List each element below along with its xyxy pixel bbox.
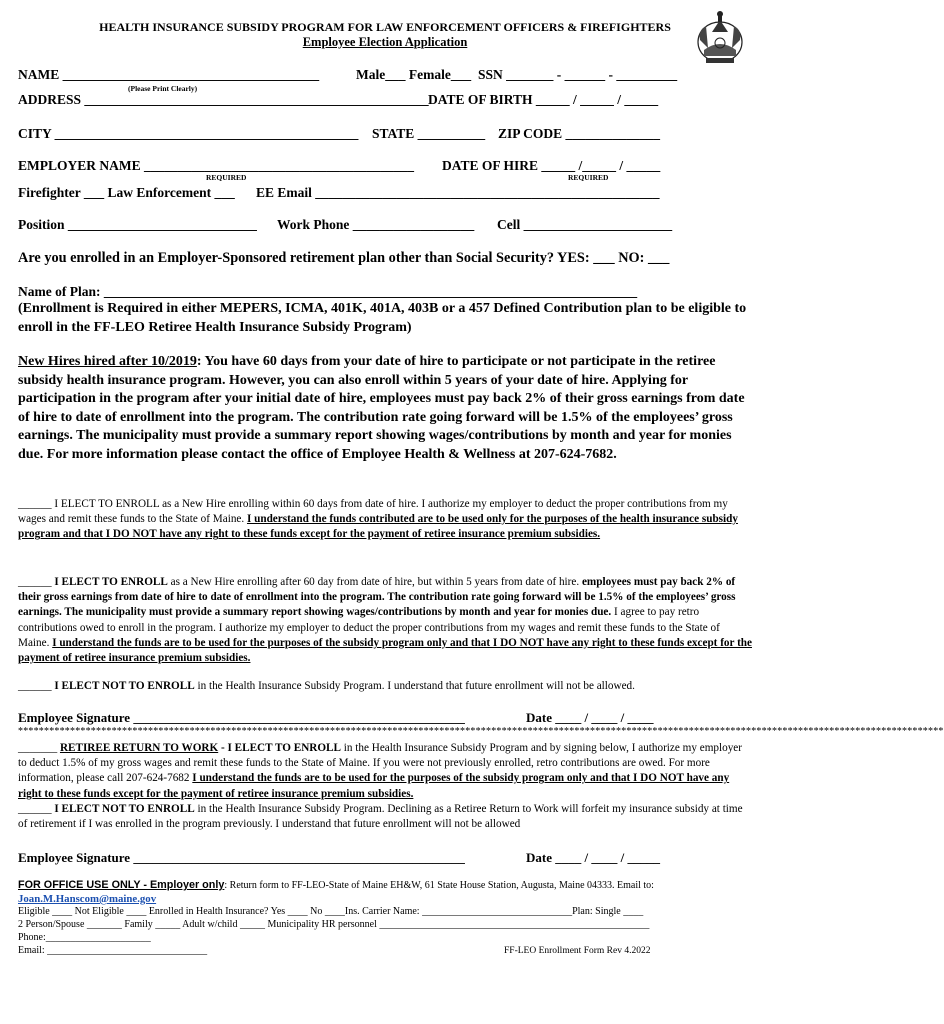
office-use-heading: FOR OFFICE USE ONLY - Employer only	[18, 879, 225, 891]
enrollment-requirement-note: (Enrollment is Required in either MEPERS, ICMA, 401K, 401A, 403B or a 457 Defined Contribution plan to be eligible to enroll in the FF-LEO Retiree Health Insurance Subsidy Program)	[18, 301, 747, 335]
signature-date-field-2[interactable]: Date ____ / ____ / _____	[526, 850, 660, 865]
option-elect-enroll-after-60-days[interactable]: ______ I ELECT TO ENROLL as a New Hire enrolling after 60 day from date of hire, but within 5 years from date of hire. employees must pay back 2% of their gross earnings from date of hire to date of enrollment into the program. The contribution rate going forward will be 1.5% of the employees’ gross earnings. The municipality must provide a summary report showing wages/contributions by month and year for monies due. I agree to pay retro contributions owed to enroll in the program. I authorize my employer to deduct the proper contributions from my wages and remit these funds to the State of Maine. I understand the funds are to be used for the purposes of the subsidy program only and that I DO NOT have any right to these funds except for the payment of retiree insurance premium subsidies.	[18, 576, 752, 665]
state-field[interactable]: STATE __________	[372, 126, 486, 141]
employer-name-field[interactable]: EMPLOYER NAME ________________________________________	[18, 158, 414, 173]
office-email-field[interactable]: Email: ________________________________	[18, 945, 208, 956]
employee-signature-field-1[interactable]: Employee Signature ___________________________________________________	[18, 710, 465, 725]
office-email-link[interactable]: Joan.M.Hanscom@maine.gov	[18, 893, 157, 905]
state-of-maine-seal-icon	[694, 10, 746, 66]
sex-field[interactable]: Male___ Female___	[356, 67, 472, 82]
date-of-birth-field[interactable]: DATE OF BIRTH _____ / _____ / _____	[428, 92, 659, 107]
option-elect-enroll-within-60-days[interactable]: ______ I ELECT TO ENROLL as a New Hire enrolling within 60 days from date of hire. I authorize my employer to deduct the proper contributions from my wages and remit these funds to the State of Maine. I understand the funds contributed are to be used only for the purposes of the health insurance subsidy program and that I DO NOT have any right to these funds except for the payment of retiree insurance premium subsidies.	[18, 498, 738, 541]
section-separator: **********************************************************************************************************************************************************************************	[18, 726, 944, 737]
zip-code-field[interactable]: ZIP CODE ______________	[498, 126, 661, 141]
required-note-hire: REQUIRED	[568, 173, 609, 182]
option-elect-not-to-enroll[interactable]: ______ I ELECT NOT TO ENROLL in the Health Insurance Subsidy Program. I understand that future enrollment will not be allowed.	[18, 680, 635, 692]
ssn-field[interactable]: SSN _______ - ______ - _________	[478, 67, 678, 82]
new-hires-heading: New Hires hired after 10/2019	[18, 354, 197, 369]
retirement-plan-question[interactable]: Are you enrolled in an Employer-Sponsored retirement plan other than Social Security? YES: ___ NO: ___	[18, 250, 670, 266]
retiree-heading: RETIREE RETURN TO WORK	[59, 742, 219, 754]
required-note-employer: REQUIRED	[206, 173, 247, 182]
plan-name-field[interactable]: Name of Plan: _______________________________________________________________________________	[18, 284, 638, 299]
office-use-section: FOR OFFICE USE ONLY - Employer only: Return form to FF-LEO-State of Maine EH&W, 61 State House Station, Augusta, Maine 04333. Email to:	[18, 879, 654, 891]
form-revision: FF-LEO Enrollment Form Rev 4.2022	[504, 946, 651, 956]
new-hires-paragraph: New Hires hired after 10/2019: You have 60 days from your date of hire to participate or not participate in the retiree subsidy health insurance program. However, you can also enroll within 5 years of your date of hire. Applying for participation in the program after your initial date of hire, employees must pay back 2% of their gross earnings from date of hire to date of enrollment into the program. The contribution rate going forward will be 1.5% of the employees’ gross earnings. The municipality must provide a summary report showing wages/contributions by month and year for monies due. For more information please contact the office of Employee Health & Wellness at 207-624-7682.	[18, 354, 745, 462]
cell-phone-field[interactable]: Cell ______________________	[497, 217, 673, 232]
position-field[interactable]: Position ____________________________	[18, 217, 257, 232]
employee-email-field[interactable]: EE Email ___________________________________________________	[256, 185, 660, 200]
date-of-hire-field[interactable]: DATE OF HIRE _____ /_____ / _____	[442, 158, 661, 173]
print-clearly-note: (Please Print Clearly)	[128, 84, 198, 93]
form-subtitle: Employee Election Application	[302, 35, 468, 49]
eligibility-line[interactable]: Eligible ____ Not Eligible ____ Enrolled in Health Insurance? Yes ____ No ____Ins. Carrier Name: ______________________________Plan: Single ____	[18, 906, 644, 917]
role-checkboxes[interactable]: Firefighter ___ Law Enforcement ___	[18, 185, 235, 200]
city-field[interactable]: CITY _____________________________________________	[18, 126, 359, 141]
form-title: HEALTH INSURANCE SUBSIDY PROGRAM FOR LAW ENFORCEMENT OFFICERS & FIREFIGHTERS	[99, 20, 671, 34]
address-field[interactable]: ADDRESS ___________________________________________________	[18, 92, 429, 107]
name-field[interactable]: NAME ______________________________________	[18, 67, 320, 82]
office-phone-field[interactable]: Phone:_____________________	[18, 932, 151, 943]
retiree-return-to-work-option[interactable]: _______ RETIREE RETURN TO WORK - I ELECT TO ENROLL in the Health Insurance Subsidy Program and by signing below, I authorize my employer to deduct 1.5% of my gross wages and remit these funds to the State of Maine. If you were not previously enrolled, retro contributions are owed. For more information, please call 207-624-7682 I understand the funds are to be used for the purposes of the subsidy program only and that I DO NOT have any right to these funds except for the payment of retiree insurance premium subsidies.	[18, 742, 742, 800]
work-phone-field[interactable]: Work Phone __________________	[277, 217, 475, 232]
coverage-line[interactable]: 2 Person/Spouse _______ Family _____ Adult w/child _____ Municipality HR personnel ______________________________________________________	[18, 919, 650, 930]
employee-signature-field-2[interactable]: Employee Signature ___________________________________________________	[18, 850, 465, 865]
retiree-decline-option[interactable]: ______ I ELECT NOT TO ENROLL in the Health Insurance Subsidy Program. Declining as a Retiree Return to Work will forfeit my insurance subsidy at time of retirement if I was enrolled in the program previously. I understand that future enrollment will not be allowed	[18, 803, 743, 831]
signature-date-field-1[interactable]: Date ____ / ____ / ____	[526, 710, 654, 725]
